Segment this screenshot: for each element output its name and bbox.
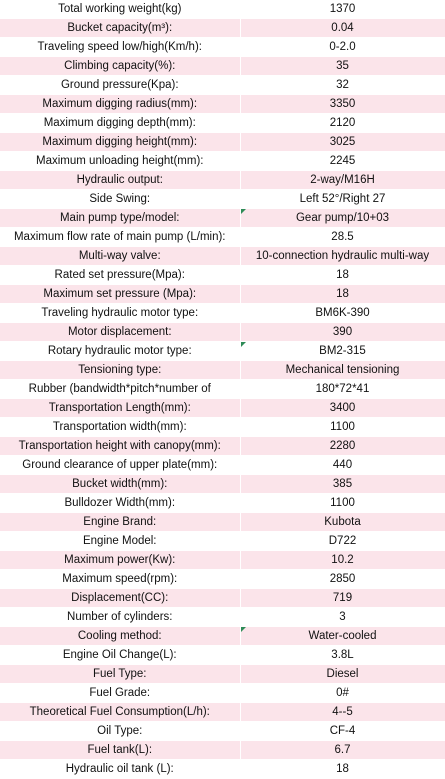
spec-value: Kubota — [240, 513, 445, 532]
spec-label: Rated set pressure(Mpa): — [0, 266, 240, 285]
spec-label: Fuel Grade: — [0, 684, 240, 703]
spec-value: D722 — [240, 532, 445, 551]
cell-marker-icon — [241, 209, 246, 214]
spec-label: Maximum flow rate of main pump (L/min): — [0, 228, 240, 247]
table-row — [0, 304, 445, 323]
table-row — [0, 380, 445, 399]
spec-label: Bulldozer Width(mm): — [0, 494, 240, 513]
spec-label: Climbing capacity(%): — [0, 57, 240, 76]
table-row — [0, 684, 445, 703]
spec-value — [240, 209, 445, 228]
spec-label: Hydraulic output: — [0, 171, 240, 190]
table-row — [0, 418, 445, 437]
spec-value: 3025 — [240, 133, 445, 152]
table-row — [0, 532, 445, 551]
spec-label: Maximum set pressure (Mpa): — [0, 285, 240, 304]
table-row — [0, 741, 445, 760]
spec-value: 18 — [240, 760, 445, 779]
cell-marker-icon — [241, 342, 246, 347]
table-row — [0, 209, 445, 228]
spec-value: 2850 — [240, 570, 445, 589]
spec-label: Engine Oil Change(L): — [0, 646, 240, 665]
table-row — [0, 342, 445, 361]
spec-value: 10.2 — [240, 551, 445, 570]
spec-label: Maximum digging depth(mm): — [0, 114, 240, 133]
spec-label: Transportation Length(mm): — [0, 399, 240, 418]
table-row — [0, 152, 445, 171]
spec-value: 18 — [240, 266, 445, 285]
spec-value: 0# — [240, 684, 445, 703]
spec-label: Main pump type/model: — [0, 209, 240, 228]
table-row — [0, 190, 445, 209]
table-row — [0, 266, 445, 285]
table-row — [0, 285, 445, 304]
spec-label: Traveling hydraulic motor type: — [0, 304, 240, 323]
spec-label: Motor displacement: — [0, 323, 240, 342]
spec-value-text: Water-cooled — [308, 630, 377, 642]
spec-value: 18 — [240, 285, 445, 304]
spec-value: 0.04 — [240, 19, 445, 38]
table-row — [0, 361, 445, 380]
table-row — [0, 494, 445, 513]
spec-label: Maximum unloading height(mm): — [0, 152, 240, 171]
spec-value: 32 — [240, 76, 445, 95]
table-row — [0, 399, 445, 418]
table-row — [0, 475, 445, 494]
spec-value: Left 52°/Right 27 — [240, 190, 445, 209]
spec-label: Maximum power(Kw): — [0, 551, 240, 570]
table-row — [0, 703, 445, 722]
spec-value: 3 — [240, 608, 445, 627]
spec-label: Traveling speed low/high(Km/h): — [0, 38, 240, 57]
spec-value: 3350 — [240, 95, 445, 114]
spec-label: Oil Type: — [0, 722, 240, 741]
spec-value: 3400 — [240, 399, 445, 418]
spec-label: Maximum speed(rpm): — [0, 570, 240, 589]
spec-label: Number of cylinders: — [0, 608, 240, 627]
spec-label: Rubber (bandwidth*pitch*number of — [0, 380, 240, 399]
table-row — [0, 665, 445, 684]
spec-value: 440 — [240, 456, 445, 475]
spec-label: Bucket capacity(m³): — [0, 19, 240, 38]
spec-label: Fuel tank(L): — [0, 741, 240, 760]
table-row — [0, 570, 445, 589]
spec-value: 180*72*41 — [240, 380, 445, 399]
table-row — [0, 0, 445, 19]
spec-label: Multi-way valve: — [0, 247, 240, 266]
spec-label: Side Swing: — [0, 190, 240, 209]
spec-value: 0-2.0 — [240, 38, 445, 57]
table-row — [0, 95, 445, 114]
spec-label: Cooling method: — [0, 627, 240, 646]
spec-value — [240, 627, 445, 646]
spec-value: 35 — [240, 57, 445, 76]
spec-label: Tensioning type: — [0, 361, 240, 380]
spec-label: Fuel Type: — [0, 665, 240, 684]
spec-value: 2-way/M16H — [240, 171, 445, 190]
spec-value-text: BM2-315 — [319, 345, 366, 357]
spec-value: Diesel — [240, 665, 445, 684]
spec-label: Ground clearance of upper plate(mm): — [0, 456, 240, 475]
spec-value: 1100 — [240, 494, 445, 513]
spec-label: Bucket width(mm): — [0, 475, 240, 494]
table-row — [0, 133, 445, 152]
spec-value: Mechanical tensioning — [240, 361, 445, 380]
spec-value: 2280 — [240, 437, 445, 456]
spec-label: Theoretical Fuel Consumption(L/h): — [0, 703, 240, 722]
spec-label: Hydraulic oil tank (L): — [0, 760, 240, 779]
spec-value: 28.5 — [240, 228, 445, 247]
table-row — [0, 114, 445, 133]
spec-label: Ground pressure(Kpa): — [0, 76, 240, 95]
spec-label: Engine Model: — [0, 532, 240, 551]
cell-marker-icon — [241, 627, 246, 632]
spec-label: Transportation width(mm): — [0, 418, 240, 437]
table-row — [0, 760, 445, 779]
table-row — [0, 171, 445, 190]
table-row — [0, 19, 445, 38]
table-row — [0, 627, 445, 646]
table-row — [0, 456, 445, 475]
table-row — [0, 38, 445, 57]
spec-value: 1100 — [240, 418, 445, 437]
table-row — [0, 437, 445, 456]
spec-value-text: Gear pump/10+03 — [295, 212, 390, 224]
table-row — [0, 247, 445, 266]
table-row — [0, 551, 445, 570]
spec-label: Rotary hydraulic motor type: — [0, 342, 240, 361]
spec-value — [240, 342, 445, 361]
spec-value: 2120 — [240, 114, 445, 133]
spec-value: 385 — [240, 475, 445, 494]
spec-label: Total working weight(kg) — [0, 0, 240, 19]
table-row — [0, 646, 445, 665]
spec-label: Maximum digging radius(mm): — [0, 95, 240, 114]
spec-value: BM6K-390 — [240, 304, 445, 323]
spec-value: 6.7 — [240, 741, 445, 760]
spec-value: 4--5 — [240, 703, 445, 722]
table-row — [0, 608, 445, 627]
table-row — [0, 589, 445, 608]
spec-label: Engine Brand: — [0, 513, 240, 532]
spec-label: Displacement(CC): — [0, 589, 240, 608]
table-row — [0, 57, 445, 76]
spec-value: 3.8L — [240, 646, 445, 665]
spec-value: 10-connection hydraulic multi-way — [240, 247, 445, 266]
spec-label: Transportation height with canopy(mm): — [0, 437, 240, 456]
spec-value: 719 — [240, 589, 445, 608]
table-row — [0, 323, 445, 342]
table-row — [0, 513, 445, 532]
spec-label: Maximum digging height(mm): — [0, 133, 240, 152]
table-row — [0, 76, 445, 95]
spec-value: 2245 — [240, 152, 445, 171]
spec-value: CF-4 — [240, 722, 445, 741]
spec-value: 390 — [240, 323, 445, 342]
table-row — [0, 228, 445, 247]
spec-value: 1370 — [240, 0, 445, 19]
